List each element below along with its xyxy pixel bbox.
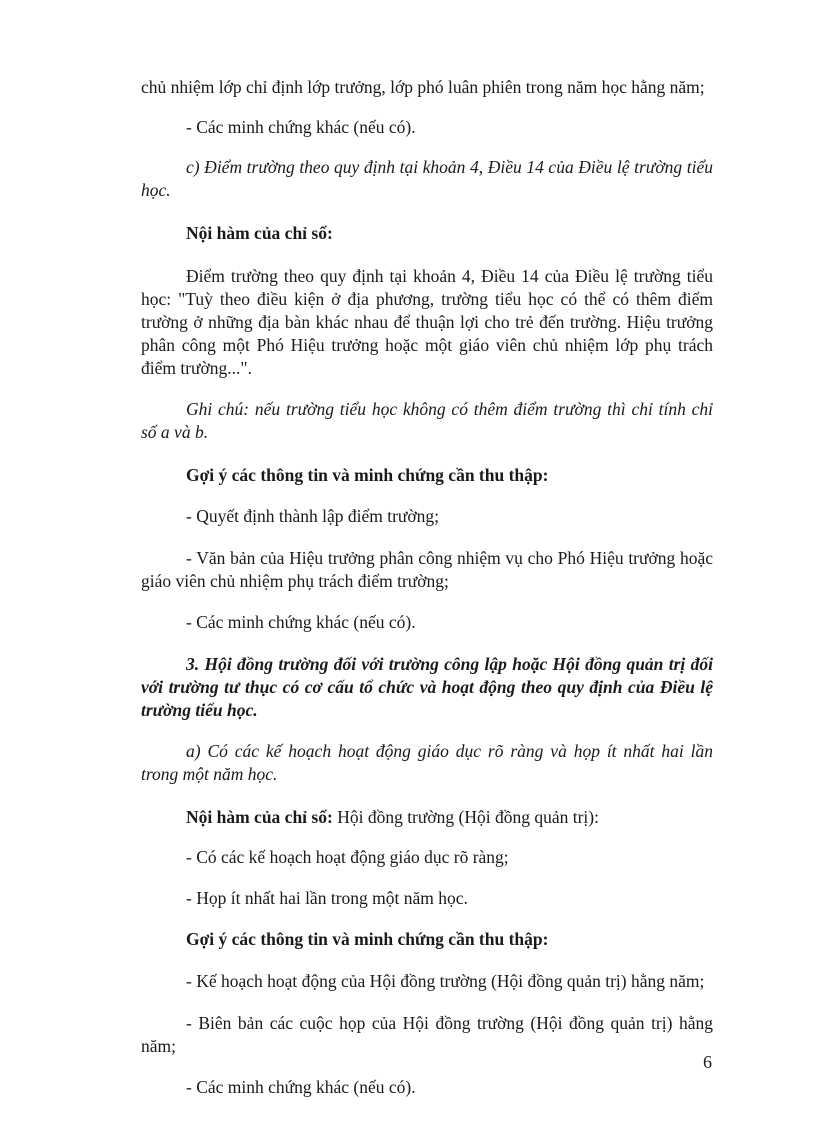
indicator-meaning-text-2: Hội đồng trường (Hội đồng quản trị): [332,807,599,827]
list-item-other-evidence-3: - Các minh chứng khác (nếu có). [186,1077,416,1097]
paragraph-other-evidence-1: - Các minh chứng khác (nếu có). [186,117,416,137]
list-item-education-plans: - Có các kế hoạch hoạt động giáo dục rõ ràng; [186,847,509,867]
criterion-c-heading: c) Điểm trường theo quy định tại khoản 4, Điều 14 của Điều lệ trường tiểu học. [141,157,713,200]
indicator-meaning-label-2: Nội hàm của chỉ số: [186,807,333,827]
evidence-suggestion-heading-2: Gợi ý các thông tin và minh chứng cần thu thập: [186,929,549,949]
criterion-3-heading: 3. Hội đồng trường đối với trường công lập hoặc Hội đồng quản trị đối với trường tư thục có cơ cấu tổ chức và hoạt động theo quy định của Điều lệ trường tiểu học. [141,654,713,720]
list-item-meeting-minutes: - Biên bản các cuộc họp của Hội đồng trường (Hội đồng quản trị) hằng năm; [141,1013,713,1056]
evidence-suggestion-heading-1: Gợi ý các thông tin và minh chứng cần thu thập: [186,465,549,485]
note-paragraph: Ghi chú: nếu trường tiểu học không có thêm điểm trường thì chỉ tính chỉ số a và b. [141,399,713,442]
list-item-meetings: - Họp ít nhất hai lần trong một năm học. [186,888,468,908]
school-site-regulation-paragraph: Điểm trường theo quy định tại khoản 4, Điều 14 của Điều lệ trường tiểu học: "Tuỳ theo điều kiện ở địa phương, trường tiểu học có thể có thêm điểm trường ở những địa bàn khác nhau để thuận lợi cho trẻ đến trường. Hiệu trưởng phân công một Phó Hiệu trưởng hoặc một giáo viên chủ nhiệm lớp phụ trách điểm trường...". [141,266,713,378]
paragraph-continuation: chủ nhiệm lớp chỉ định lớp trưởng, lớp phó luân phiên trong năm học hằng năm; [141,77,705,97]
criterion-a-heading: a) Có các kế hoạch hoạt động giáo dục rõ ràng và họp ít nhất hai lần trong một năm học. [141,741,713,784]
indicator-meaning-paragraph-2 [141,806,713,829]
indicator-meaning-heading-1: Nội hàm của chỉ số: [186,223,333,243]
list-item-decision: - Quyết định thành lập điểm trường; [186,506,439,526]
page-number: 6 [703,1052,712,1072]
list-item-activity-plan: - Kế hoạch hoạt động của Hội đồng trường (Hội đồng quản trị) hằng năm; [186,971,705,991]
list-item-other-evidence-2: - Các minh chứng khác (nếu có). [186,612,416,632]
list-item-assignment-document: - Văn bản của Hiệu trưởng phân công nhiệm vụ cho Phó Hiệu trưởng hoặc giáo viên chủ nhiệm phụ trách điểm trường; [141,548,713,591]
document-page [141,76,713,1099]
